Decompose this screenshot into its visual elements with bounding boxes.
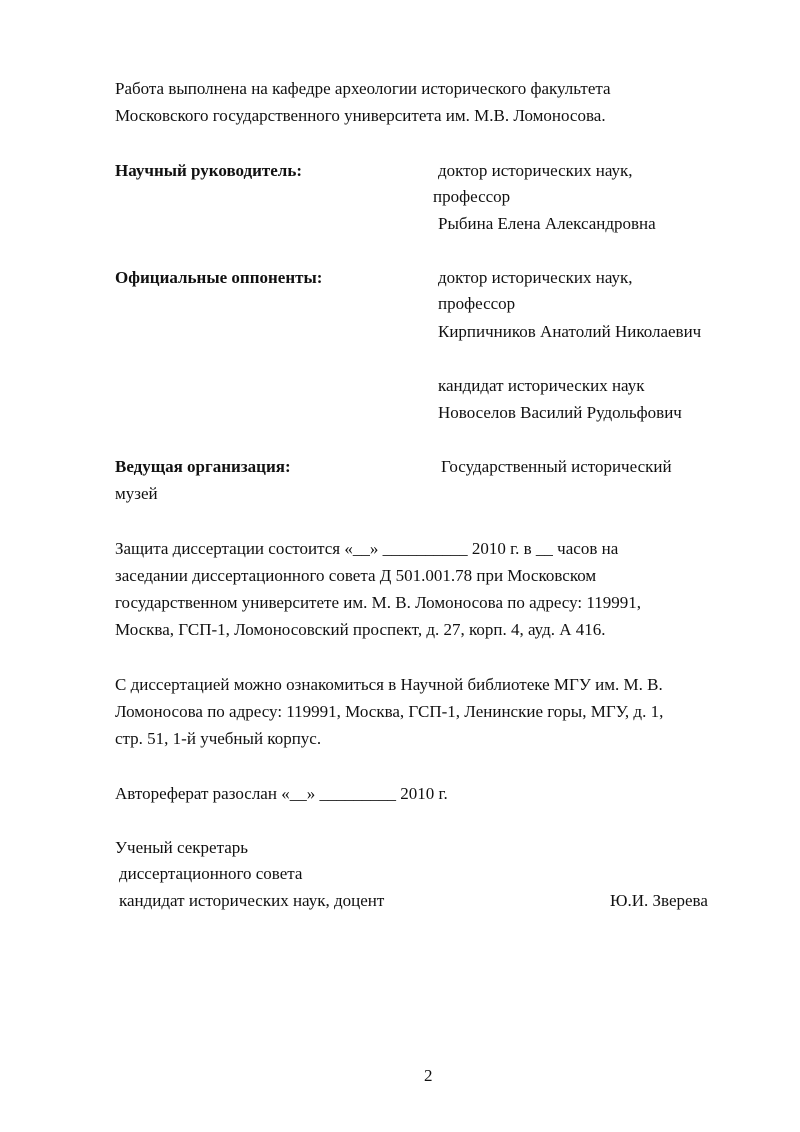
opponent-1-name: Кирпичников Анатолий Николаевич [438,322,702,341]
abstract-sent-line: Автореферат разослан «__» _________ 2010 г. [115,784,448,803]
secretary-name: Ю.И. Зверева [610,891,708,910]
supervisor-degree: доктор исторических наук, [438,161,633,180]
opponent-2-name: Новоселов Василий Рудольфович [438,403,682,422]
supervisor-label: Научный руководитель: [115,161,302,180]
defense-line-1: Защита диссертации состоится «__» __________ 2010 г. в __ часов на [115,539,619,558]
intro-line-1: Работа выполнена на кафедре археологии исторического факультета [115,79,611,98]
library-line-3: стр. 51, 1-й учебный корпус. [115,729,322,748]
library-line-2: Ломоносова по адресу: 119991, Москва, ГСП-1, Ленинские горы, МГУ, д. 1, [115,702,664,721]
leading-org-value-cont: музей [115,484,158,503]
defense-line-4: Москва, ГСП-1, Ломоносовский проспект, д. 27, корп. 4, ауд. А 416. [115,620,606,639]
page-number: 2 [424,1066,433,1085]
secretary-line-1: Ученый секретарь [115,838,249,857]
defense-line-3: государственном университете им. М. В. Ломоносова по адресу: 119991, [115,593,641,612]
opponent-2-degree: кандидат исторических наук [438,376,645,395]
defense-line-2: заседании диссертационного совета Д 501.001.78 при Московском [115,566,597,585]
intro-line-2: Московского государственного университета им. М.В. Ломоносова. [115,106,606,125]
secretary-line-2: диссертационного совета [119,864,303,883]
opponent-1-title: профессор [438,294,516,313]
library-line-1: С диссертацией можно ознакомиться в Научной библиотеке МГУ им. М. В. [115,675,663,694]
leading-org-value: Государственный исторический [441,457,672,476]
supervisor-title: профессор [433,187,511,206]
leading-org-label: Ведущая организация: [115,457,291,476]
opponent-1-degree: доктор исторических наук, [438,268,633,287]
opponents-label: Официальные оппоненты: [115,268,323,287]
supervisor-name: Рыбина Елена Александровна [438,214,656,233]
secretary-line-3: кандидат исторических наук, доцент [119,891,385,910]
